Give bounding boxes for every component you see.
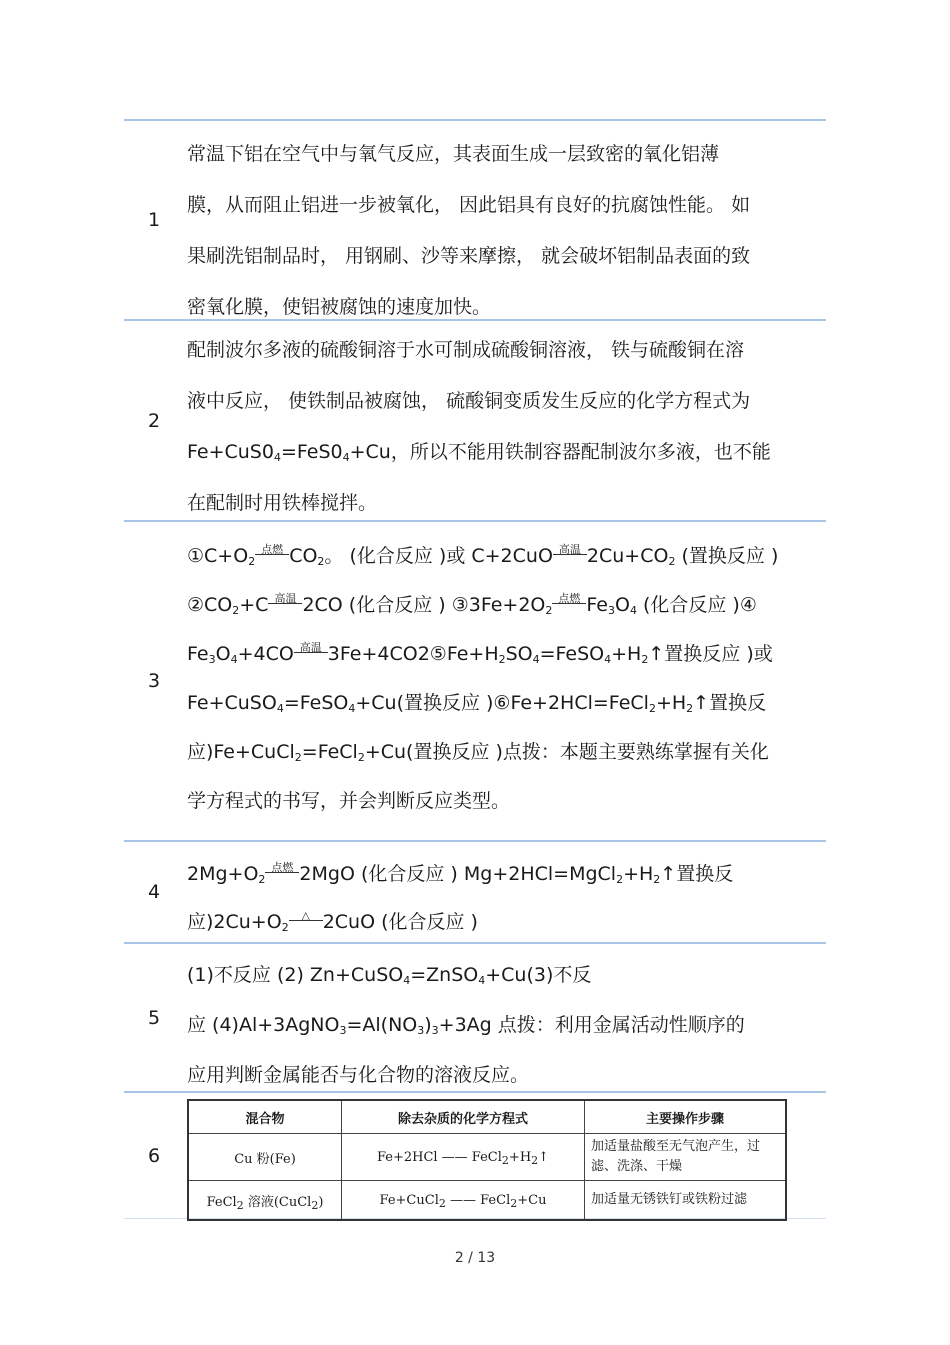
formula-text: =FeS0: [280, 441, 343, 463]
reaction-condition: △: [289, 909, 323, 928]
equation-line: (1)不反应 (2) Zn+CuSO$_4$=ZnSO$_4$+Cu(3)不反: [187, 964, 592, 987]
impurity-removal-table: [187, 1099, 787, 1221]
text-line: 密氧化膜，使铝被腐蚀的速度加快。: [187, 296, 492, 318]
text-line: 学方程式的书写，并会判断反应类型。: [187, 790, 511, 812]
row-text: [187, 944, 826, 1100]
answer-table: [124, 119, 826, 1219]
formula-text: +Cu，所以不能用铁制容器配制波尔多液，也不能: [349, 441, 771, 463]
text-line: 应用判断金属能否与化合物的溶液反应。: [187, 1064, 530, 1086]
row-number: 4: [147, 881, 161, 903]
header-cell: 混合物: [188, 1100, 342, 1134]
row-text: [187, 842, 826, 946]
table-cell: Fe+2HCl —— $FeCl_2+H_2↑$: [342, 1134, 585, 1181]
header-cell: 除去杂质的化学方程式: [342, 1100, 585, 1134]
equation-line: $①C+O_2$ 点燃 $CO_2$。 (化合反应 )或 C+2CuO 高温 $2Cu+CO_2$ (置换反应 ): [187, 542, 779, 568]
text-line: 在配制时用铁棒搅拌。: [187, 492, 378, 514]
text-line: 果刷洗铝制品时， 用钢刷、沙等来摩擦， 就会破坏铝制品表面的致: [187, 245, 751, 267]
row-content: [187, 1093, 826, 1221]
row-number: 2: [147, 409, 161, 432]
text-line: 常温下铝在空气中与氧气反应，其表面生成一层致密的氧化铝薄: [187, 143, 720, 165]
table-row: [124, 840, 826, 942]
subscript: 4: [342, 451, 350, 464]
equation-line: Fe+CuSO$_4$=FeSO$_4$+Cu(置换反应 )$⑥Fe+2HCl=FeCl_2+H_2↑$置换反: [187, 692, 767, 715]
page-number: 2 / 13: [454, 1250, 496, 1266]
row-number: 5: [147, 1006, 161, 1029]
equation-line: 应)$2Cu+O_2$ △ 2CuO (化合反应 ): [187, 908, 478, 934]
reaction-condition: 高温: [268, 592, 302, 611]
text-line: 配制波尔多液的硫酸铜溶于水可制成硫酸铜溶液， 铁与硫酸铜在溶: [187, 339, 745, 361]
row-text: [187, 522, 826, 826]
reaction-condition: 点燃: [552, 592, 586, 611]
table-cell: 加适量盐酸至无气泡产生，过滤、洗涤、干燥: [585, 1134, 787, 1181]
row-text: [187, 321, 826, 529]
text-line: 液中反应， 使铁制品被腐蚀， 硫酸铜变质发生反应的化学方程式为: [187, 390, 751, 412]
row-text: [187, 121, 826, 333]
table-row: [124, 520, 826, 840]
equation-line: $2Mg+O_2$ 点燃 2MgO (化合反应 ) $Mg+2HCl=MgCl_2+H_2↑$置换反: [187, 860, 734, 886]
reaction-condition: 点燃: [265, 861, 299, 880]
table-cell: 加适量无锈铁钉或铁粉过滤: [585, 1181, 787, 1221]
table-row: [188, 1134, 786, 1181]
table-cell: Fe+CuCl$_2$ —— FeCl$_2$+Cu: [342, 1181, 585, 1221]
row-number: 6: [147, 1144, 161, 1167]
table-row: [124, 119, 826, 319]
table-row: [124, 1091, 826, 1219]
table-cell: Cu 粉(Fe): [188, 1134, 342, 1181]
table-header-row: [188, 1100, 786, 1134]
formula-text: Fe+CuS0: [187, 441, 274, 463]
reaction-condition: 点燃: [255, 543, 289, 562]
equation-line: 应 $(4)Al+3AgNO_3=Al(NO_3)_3+3Ag$ 点拨：利用金属活动性顺序的: [187, 1014, 745, 1037]
subscript: 4: [273, 451, 281, 464]
row-number: 1: [147, 209, 161, 231]
text-line: 膜，从而阻止铝进一步被氧化， 因此铝具有良好的抗腐蚀性能。 如: [187, 194, 751, 216]
row-number: 3: [147, 670, 161, 692]
table-cell: FeCl$_2$ 溶液(CuCl$_2$): [188, 1181, 342, 1221]
table-row: [188, 1181, 786, 1221]
table-row: [124, 319, 826, 520]
text-line: [187, 427, 826, 478]
header-cell: 主要操作步骤: [585, 1100, 787, 1134]
equation-line: 应)Fe+CuCl$_2$=FeCl$_2$+Cu(置换反应 )点拨：本题主要熟练掌握有关化: [187, 741, 769, 764]
equation-line: $Fe_3O_4+4CO$ 高温 $3Fe+4CO2⑤Fe+H_2SO_4=FeSO_4+H_2↑$置换反应 )或: [187, 640, 773, 666]
equation-line: $②CO_2+C$ 高温 2CO (化合反应 ) $③3Fe+2O_2$ 点燃 $Fe_3O_4$ (化合反应 )④: [187, 591, 757, 617]
reaction-condition: 高温: [553, 543, 587, 562]
reaction-condition: 高温: [294, 641, 328, 660]
table-row: [124, 942, 826, 1091]
